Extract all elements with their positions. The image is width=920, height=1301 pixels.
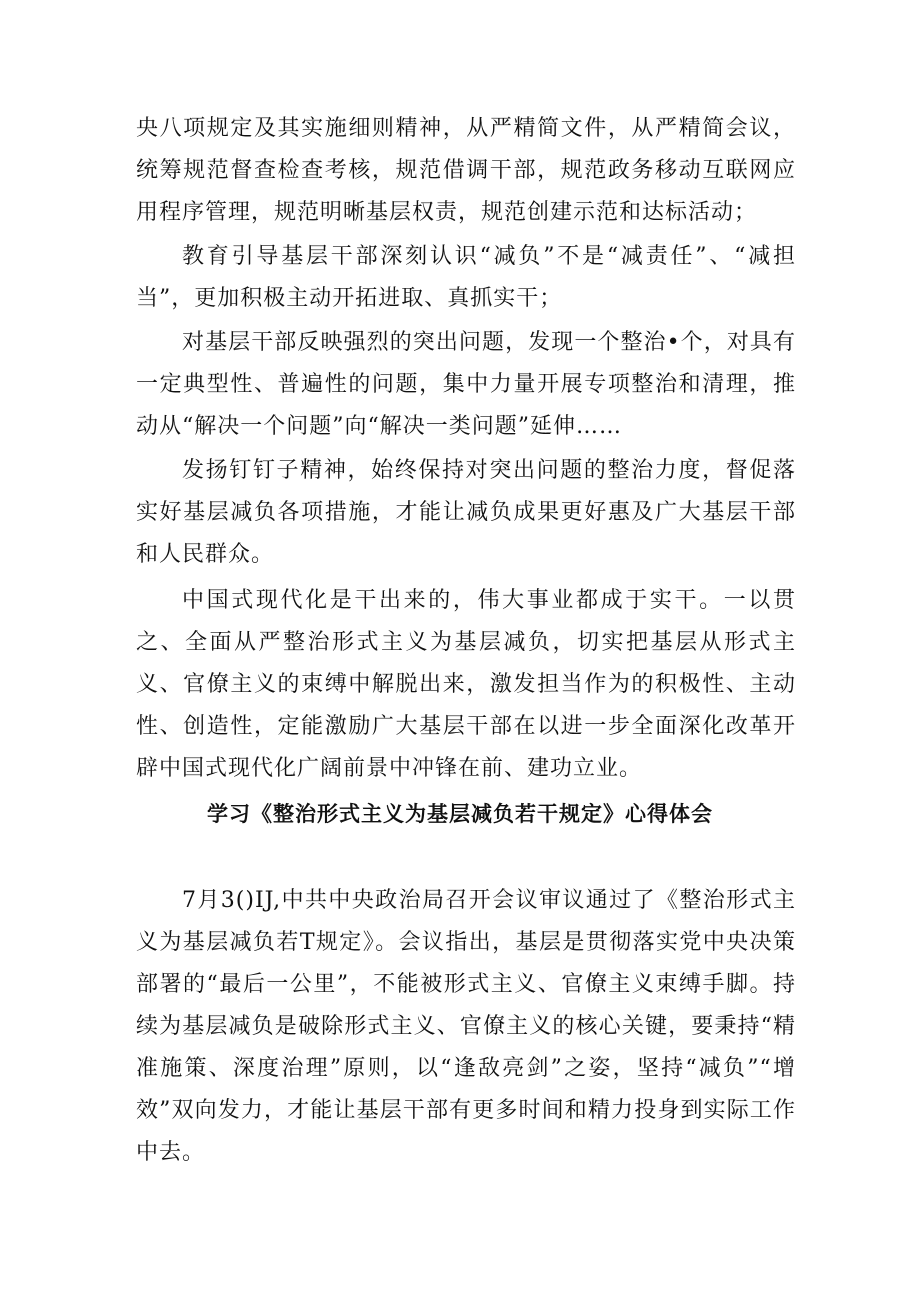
section-title: 学习《整治形式主义为基层减负若干规定》心得体会 — [207, 802, 713, 826]
paragraph-continuation: 央八项规定及其实施细则精神，从严精简文件，从严精简会议，统筹规范督查检查考核，规范借调干部，规范政务移动互联网应用程序管理，规范明晰基层权责，规范创建示范和达标活动； — [136, 116, 796, 225]
paragraph-rectification: 对基层干部反映强烈的突出问题，发现一个整治•个，对具有一定典型性、普遍性的问题，集中力量开展专项整治和清理，推动从“解决一个问题”向“解决一类问题”延伸…… — [136, 330, 796, 439]
paragraph-education: 教育引导基层干部深刻认识“减负”不是“减责任”、“减担当”，更加积极主动开拓进取、真抓实干； — [136, 244, 796, 311]
paragraph-persistence: 发扬钉钉子精神，始终保持对突出问题的整治力度，督促落实好基层减负各项措施，才能让减负成果更好惠及广大基层干部和人民群众。 — [136, 458, 796, 567]
paragraph-modernization: 中国式现代化是干出来的，伟大事业都成于实干。一以贯之、全面从严整治形式主义为基层减负，切实把基层从形式主义、官僚主义的束缚中解脱出来，激发担当作为的积极性、主动性、创造性，定能激励广大基层干部在以进一步全面深化改革开辟中国式现代化广阔前景中冲锋在前、建功立业。 — [136, 588, 796, 781]
paragraph-meeting: 7月3()IJ,中共中央政治局召开会议审议通过了《整治形式主义为基层减负若T规定》。会议指出，基层是贯彻落实党中央决策部署的“最后一公里”，不能被形式主义、官僚主义束缚手脚。持续为基层减负是破除形式主义、官僚主义的核心关键，要秉持“精准施策、深度治理”原则，以“逢敌亮剑”之姿，坚持“减负”“增效”双向发力，才能让基层干部有更多时间和精力投身到实际工作中去。 — [136, 888, 796, 1165]
